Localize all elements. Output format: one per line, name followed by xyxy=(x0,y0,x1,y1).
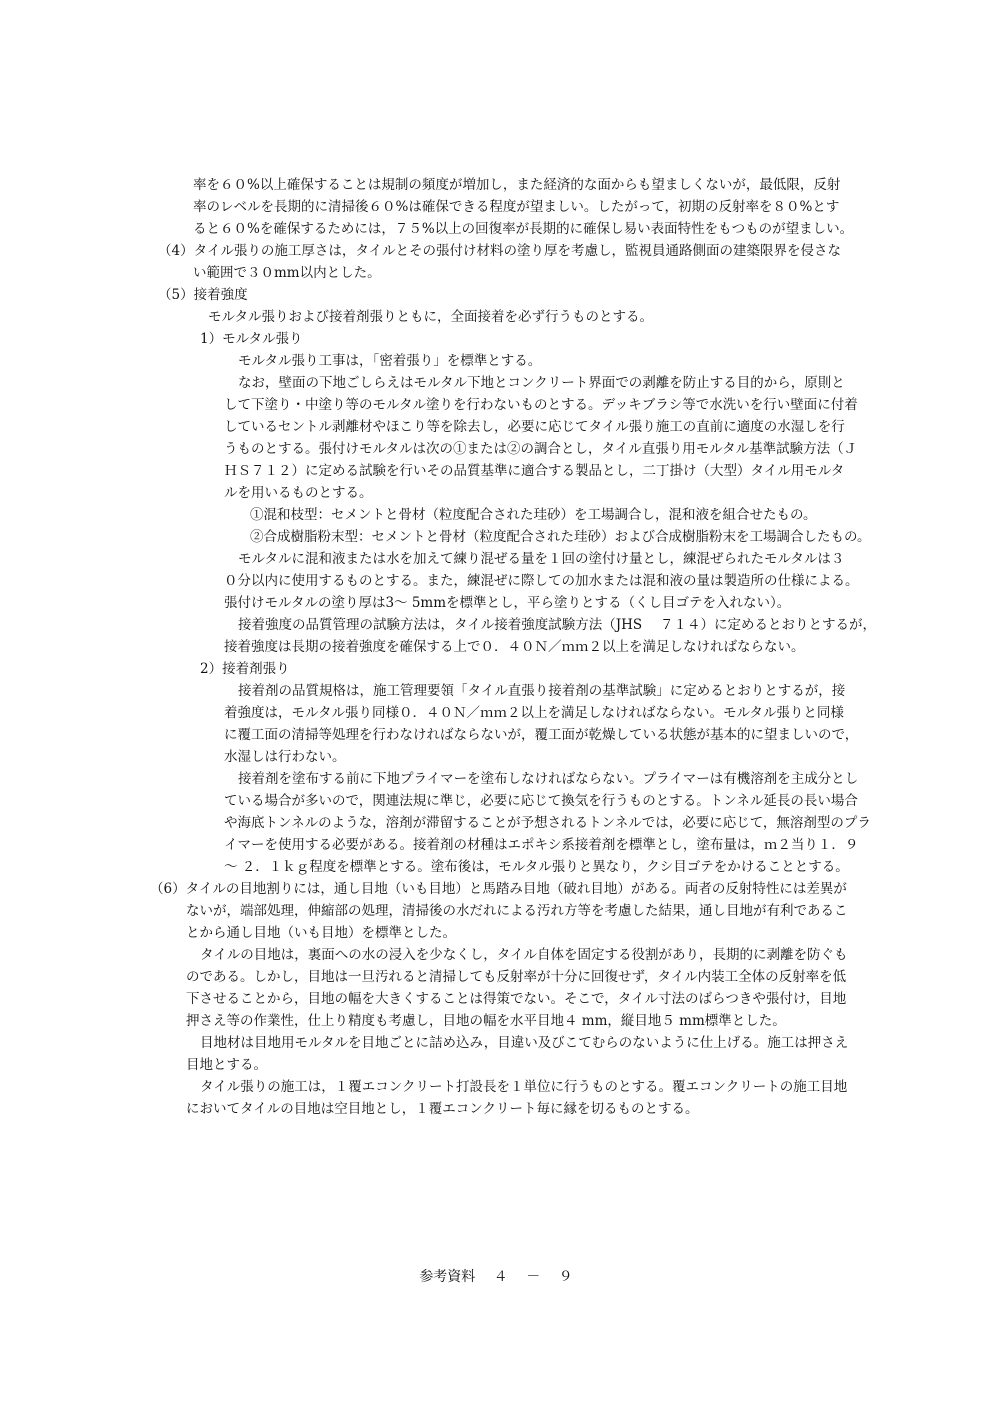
paragraph-line: ている場合が多いので，関連法規に準じ，必要に応じて換気を行うものとする。トンネル延長の長い場合 xyxy=(224,793,858,809)
section-5-heading: （5）接着強度 xyxy=(158,287,248,303)
paragraph-line: モルタル張りおよび接着剤張りともに，全面接着を必ず行うものとする。 xyxy=(208,309,653,325)
paragraph-line: のである。しかし，目地は一旦汚れると清掃しても反射率が十分に回復せず，タイル内装工全体の反射率を低 xyxy=(186,969,847,985)
paragraph-line: 張付けモルタルの塗り厚は3～ 5mmを標準とし，平ら塗りとする（くし目ゴテを入れない）。 xyxy=(224,595,791,611)
paragraph-line: や海底トンネルのような，溶剤が滞留することが予想されるトンネルでは，必要に応じて，無溶剤型のプラ xyxy=(224,815,871,831)
section-4-heading: （4）タイル張りの施工厚さは，タイルとその張付け材料の塗り厚を考慮し，監視員通路側面の建築限界を侵さな xyxy=(158,243,842,259)
paragraph-line: においてタイルの目地は空目地とし，１覆エコンクリート毎に縁を切るものとする。 xyxy=(186,1101,699,1117)
paragraph-line: モルタル張り工事は，「密着張り」を標準とする。 xyxy=(238,353,542,369)
paragraph-line: 水湿しは行わない。 xyxy=(224,749,346,765)
section-6-heading: （6）タイルの目地割りには，通し目地（いも目地）と馬踏み目地（破れ目地）がある。両者の反射特性には差異が xyxy=(150,881,847,897)
paragraph-line: い範囲で３０mm以内とした。 xyxy=(193,265,381,281)
paragraph-line: なお，壁面の下地ごしらえはモルタル下地とコンクリート界面での剥離を防止する目的から，原則と xyxy=(238,375,845,391)
subsection-2-heading: 2）接着剤張り xyxy=(200,661,290,677)
paragraph-line: モルタルに混和液または水を加えて練り混ぜる量を１回の塗付け量とし，練混ぜられたモルタルは３ xyxy=(238,551,845,567)
paragraph-line: ると６０%を確保するためには，７５%以上の回復率が長期的に確保し易い表面特性をもつものが望ましい。 xyxy=(193,221,854,237)
subsection-1-heading: 1）モルタル張り xyxy=(200,331,303,347)
paragraph-line: 下させることから，目地の幅を大きくすることは得策でない。そこで，タイル寸法のばらつきや張付け，目地 xyxy=(186,991,847,1007)
paragraph-line: 着強度は，モルタル張り同様０．４０Ｎ／ｍｍ２以上を満足しなければならない。モルタル張りと同様 xyxy=(224,705,844,721)
paragraph-line: ルを用いるものとする。 xyxy=(224,485,373,501)
paragraph-line: ～ ２．１ｋｇ程度を標準とする。塗布後は，モルタル張りと異なり，クシ目ゴテをかけることとする。 xyxy=(224,859,849,875)
paragraph-line: に覆工面の清掃等処理を行わなければならないが，覆工面が乾燥している状態が基本的に望ましいので， xyxy=(224,727,859,743)
paragraph-line: 率を６０%以上確保することは規制の頻度が増加し，また経済的な面からも望ましくないが，最低限，反射 xyxy=(193,177,841,193)
paragraph-line: 接着強度の品質管理の試験方法は，タイル接着強度試験方法（JHS ７１４）に定めるとおりとするが， xyxy=(238,617,876,633)
paragraph-line: とから通し目地（いも目地）を標準とした。 xyxy=(186,925,456,941)
paragraph-line: 接着剤を塗布する前に下地プライマーを塗布しなければならない。プライマーは有機溶剤を主成分とし xyxy=(238,771,859,787)
paragraph-line: して下塗り・中塗り等のモルタル塗りを行わないものとする。デッキブラシ等で水洗いを行い壁面に付着 xyxy=(224,397,858,413)
paragraph-line: ０分以内に使用するものとする。また，練混ぜに際しての加水または混和液の量は製造所の仕様による。 xyxy=(224,573,859,589)
paragraph-line: 接着強度は長期の接着強度を確保する上で０．４０Ｎ／ｍｍ２以上を満足しなければならない。 xyxy=(224,639,805,655)
paragraph-line: 目地とする。 xyxy=(186,1057,267,1073)
paragraph-line: しているセントル剥離材やほこり等を除去し，必要に応じてタイル張り施工の直前に適度の水湿しを行 xyxy=(224,419,845,435)
paragraph-line: ないが，端部処理，伸縮部の処理，清掃後の水だれによる汚れ方等を考慮した結果，通し目地が有利であるこ xyxy=(186,903,848,919)
page-footer: 参考資料 ４ － ９ xyxy=(419,1269,573,1285)
paragraph-line: 目地材は目地用モルタルを目地ごとに詰め込み，目違い及びこてむらのないように仕上げる。施工は押さえ xyxy=(200,1035,849,1051)
paragraph-line: タイルの目地は，裏面への水の浸入を少なくし，タイル自体を固定する役割があり，長期的に剥離を防ぐも xyxy=(200,947,848,963)
paragraph-line: うものとする。張付けモルタルは次の①または②の調合とし，タイル直張り用モルタル基準試験方法（Ｊ xyxy=(224,441,858,457)
paragraph-line: 押さえ等の作業性，仕上り精度も考慮し，目地の幅を水平目地４ mm，縦目地５ mm標準とした。 xyxy=(186,1013,786,1029)
paragraph-line: 率のレベルを長期的に清掃後６０%は確保できる程度が望ましい。したがって，初期の反射率を８０%とす xyxy=(193,199,840,215)
list-item: ②合成樹脂粉末型：セメントと骨材（粒度配合された珪砂）および合成樹脂粉末を工場調合したもの。 xyxy=(250,529,871,545)
paragraph-line: ＨＳ７１２）に定める試験を行いその品質基準に適合する製品とし，二丁掛け（大型）タイル用モルタ xyxy=(224,463,845,479)
paragraph-line: 接着剤の品質規格は，施工管理要領「タイル直張り接着剤の基準試験」に定めるとおりとするが，接 xyxy=(238,683,846,699)
list-item: ①混和枝型：セメントと骨材（粒度配合された珪砂）を工場調合し，混和液を組合せたもの。 xyxy=(250,507,817,523)
paragraph-line: タイル張りの施工は，１覆エコンクリート打設長を１単位に行うものとする。覆エコンクリートの施工目地 xyxy=(200,1079,848,1095)
paragraph-line: イマーを使用する必要がある。接着剤の材種はエポキシ系接着剤を標準とし，塗布量は，ｍ２当り１．９ xyxy=(224,837,859,853)
